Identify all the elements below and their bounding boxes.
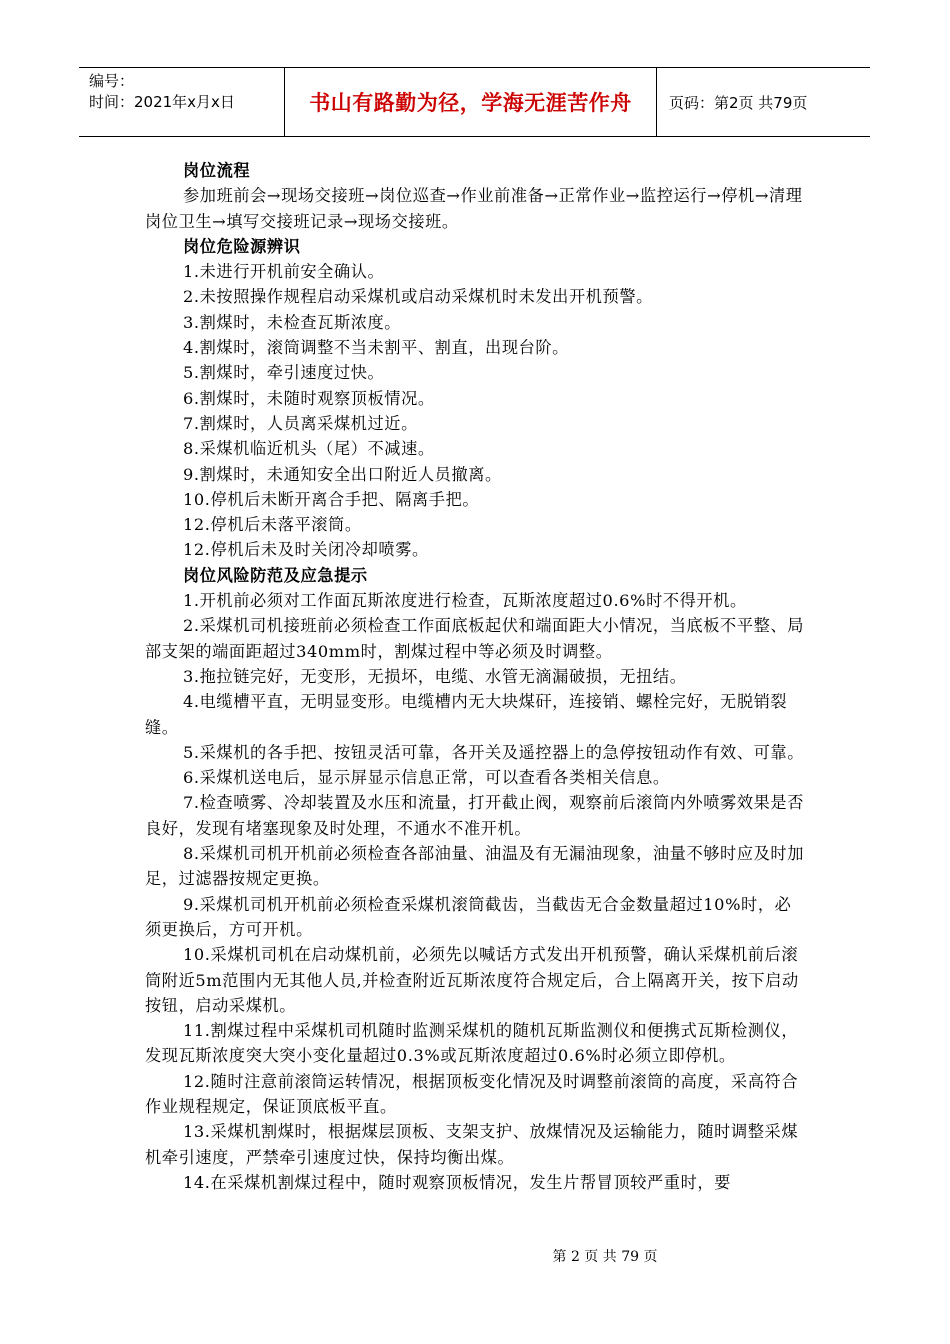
- header-motto: 书山有路勤为径，学海无涯苦作舟: [285, 68, 657, 136]
- section-heading: 岗位流程: [183, 161, 251, 180]
- body-paragraph: 2.采煤机司机接班前必须检查工作面底板起伏和端面距大小情况，当底板不平整、局部支架的端面距超过340mm时，割煤过程中等必须及时调整。: [145, 616, 804, 661]
- body-paragraph: 9.割煤时，未通知安全出口附近人员撤离。: [183, 464, 502, 484]
- body-paragraph: 3.割煤时，未检查瓦斯浓度。: [183, 312, 402, 332]
- body-paragraph: 12.停机后未落平滚筒。: [183, 515, 362, 535]
- body-paragraph: 2.未按照操作规程启动采煤机或启动采煤机时未发出开机预警。: [183, 287, 653, 307]
- body-paragraph: 1.开机前必须对工作面瓦斯浓度进行检查，瓦斯浓度超过0.6%时不得开机。: [183, 591, 747, 611]
- document-body: [145, 158, 807, 1195]
- body-paragraph: 3.拖拉链完好，无变形，无损坏，电缆、水管无滴漏破损，无扭结。: [183, 666, 687, 686]
- page-footer: 第 2 页 共 79 页: [552, 1249, 658, 1265]
- body-paragraph: 12.停机后未及时关闭冷却喷雾。: [183, 540, 429, 560]
- body-paragraph: 参加班前会→现场交接班→岗位巡查→作业前准备→正常作业→监控运行→停机→清理岗位卫生→填写交接班记录→现场交接班。: [145, 186, 803, 231]
- body-paragraph: 5.采煤机的各手把、按钮灵活可靠，各开关及遥控器上的急停按钮动作有效、可靠。: [183, 742, 804, 762]
- body-paragraph: 12.随时注意前滚筒运转情况，根据顶板变化情况及时调整前滚筒的高度，采高符合作业规程规定，保证顶底板平直。: [145, 1071, 799, 1116]
- body-paragraph: 6.割煤时，未随时观察顶板情况。: [183, 388, 435, 408]
- document-date-label: 时间：2021年x月x日: [89, 93, 235, 111]
- section-heading: 岗位危险源辨识: [183, 236, 301, 256]
- body-paragraph: 7.检查喷雾、冷却装置及水压和流量，打开截止阀，观察前后滚筒内外喷雾效果是否良好，发现有堵塞现象及时处理，不通水不准开机。: [145, 793, 804, 838]
- body-paragraph: 4.电缆槽平直，无明显变形。电缆槽内无大块煤矸，连接销、螺栓完好，无脱销裂缝。: [145, 692, 788, 737]
- body-paragraph: 14.在采煤机割煤过程中，随时观察顶板情况，发生片帮冒顶较严重时，要: [183, 1172, 731, 1192]
- body-paragraph: 5.割煤时，牵引速度过快。: [183, 363, 385, 383]
- header-meta: [79, 68, 285, 136]
- body-paragraph: 4.割煤时，滚筒调整不当未割平、割直，出现台阶。: [183, 338, 569, 358]
- body-paragraph: 9.采煤机司机开机前必须检查采煤机滚筒截齿，当截齿无合金数量超过10%时，必须更换后，方可开机。: [145, 894, 792, 939]
- page-header: [79, 67, 870, 137]
- header-page-label: 页码：第2页 共79页: [669, 93, 808, 112]
- document-number-label: 编号：: [89, 72, 135, 90]
- body-paragraph: 13.采煤机割煤时，根据煤层顶板、支架支护、放煤情况及运输能力，随时调整采煤机牵引速度，严禁牵引速度过快，保持均衡出煤。: [145, 1122, 799, 1167]
- body-paragraph: 8.采煤机临近机头（尾）不减速。: [183, 439, 435, 459]
- body-paragraph: 8.采煤机司机开机前必须检查各部油量、油温及有无漏油现象，油量不够时应及时加足，过滤器按规定更换。: [145, 844, 804, 889]
- body-paragraph: 7.割煤时，人员离采煤机过近。: [183, 413, 418, 433]
- body-paragraph: 11.割煤过程中采煤机司机随时监测采煤机的随机瓦斯监测仪和便携式瓦斯检测仪，发现瓦斯浓度突大突小变化量超过0.3%或瓦斯浓度超过0.6%时必须立即停机。: [145, 1021, 799, 1066]
- body-paragraph: 10.采煤机司机在启动煤机前，必须先以喊话方式发出开机预警，确认采煤机前后滚筒附近5m范围内无其他人员,并检查附近瓦斯浓度符合规定后，合上隔离开关，按下启动按钮，启动采煤机。: [145, 945, 799, 1015]
- body-paragraph: 1.未进行开机前安全确认。: [183, 262, 385, 282]
- body-paragraph: 6.采煤机送电后，显示屏显示信息正常，可以查看各类相关信息。: [183, 768, 670, 788]
- section-heading: 岗位风险防范及应急提示: [183, 565, 368, 585]
- body-paragraph: 10.停机后未断开离合手把、隔离手把。: [183, 489, 480, 509]
